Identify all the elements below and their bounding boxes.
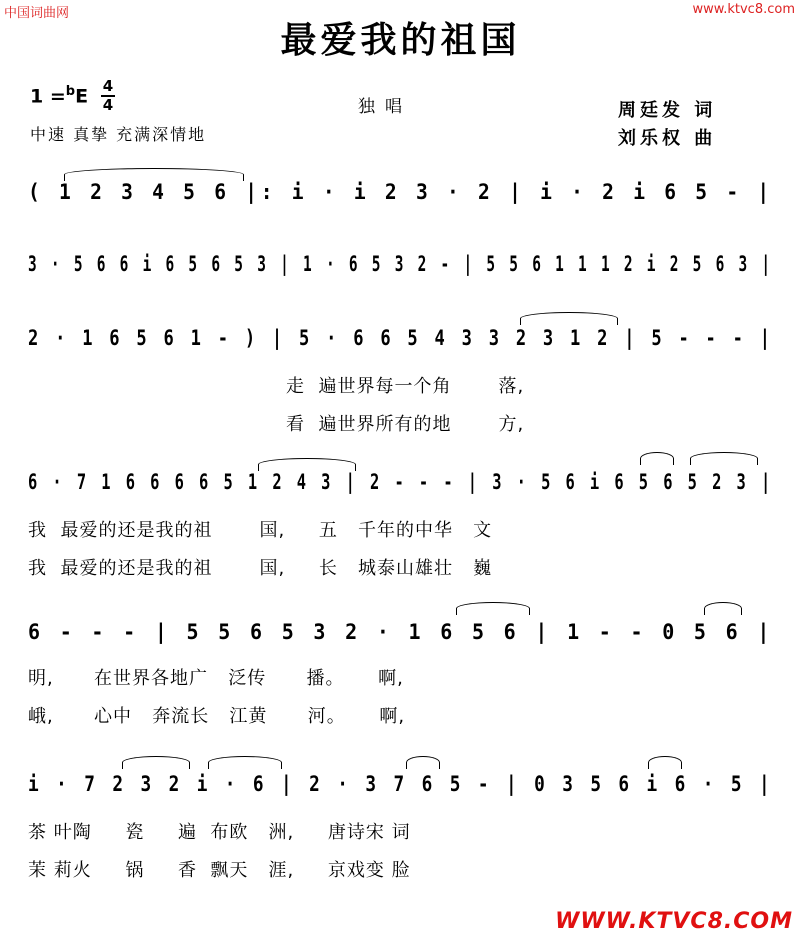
tempo-marking: 中速 真挚 充满深情地 (30, 125, 207, 144)
lyric-verse-2: 我 最爱的还是我的祖 国, 长 城泰山雄壮 巍 (28, 558, 493, 579)
slur (406, 756, 440, 769)
lyric-verse-2: 看 遍世界所有的地 方, (286, 414, 525, 435)
score-row-1 (28, 180, 773, 220)
score-row-6 (28, 772, 773, 812)
composer-credit: 刘乐权 曲 (618, 128, 717, 149)
watermark-top-right: www.ktvc8.com (692, 2, 795, 17)
lyric-verse-2: 峨, 心中 奔流长 江黄 河。 啊, (28, 706, 406, 727)
meter-top: 4 (102, 77, 114, 95)
flat-sign: b (65, 84, 76, 99)
lyric-verse-1: 明, 在世界各地广 泛传 播。 啊, (28, 668, 404, 689)
slur (64, 168, 244, 181)
notation-line: 6 · 7 1 6 6 6 6 5 1 2 4 3 | 2 - - - | 3 · 5 6 i 6 5 6 5 2 3 | (28, 470, 774, 494)
notation-line: 2 · 1 6 5 6 1 - ) | 5 · 6 6 5 4 3 3 2 3 1 2 | 5 - - - | (28, 326, 774, 350)
score-row-3 (28, 326, 773, 366)
key-note: E (75, 85, 89, 108)
watermark-bottom-right: WWW.KTVC8.COM (555, 909, 793, 934)
slur (704, 602, 742, 615)
notation-line: i · 7 2 3 2 i · 6 | 2 · 3 7 6 5 - | 0 3 5 6 i 6 · 5 | (28, 772, 774, 796)
watermark-top-left: 中国词曲网 (4, 6, 70, 21)
performance-type: 独唱 (358, 97, 412, 117)
meter-bottom: 4 (102, 96, 114, 114)
key-signature (30, 84, 88, 107)
lyric-verse-1: 茶 叶陶 瓷 遍 布欧 洲, 唐诗宋 词 (28, 822, 411, 843)
lyric-verse-2: 茉 莉火 锅 香 飘天 涯, 京戏变 脸 (28, 860, 411, 881)
lyricist-credit: 周廷发 词 (618, 100, 717, 121)
notation-line: ( 1 2 3 4 5 6 |: i · i 2 3 · 2 | i · 2 i 6 5 - | (28, 180, 773, 204)
score-row-2 (28, 252, 773, 292)
score-row-5 (28, 620, 773, 660)
lyric-verse-1: 走 遍世界每一个角 落, (286, 376, 525, 397)
notation-line: 3 · 5 6 6 i 6 5 6 5 3 | 1 · 6 5 3 2 - | 5 5 6 1 1 1 2 i 2 5 6 3 | (28, 252, 773, 276)
slur (640, 452, 674, 465)
slur (258, 458, 356, 471)
slur (122, 756, 190, 769)
slur (208, 756, 282, 769)
lyric-verse-1: 我 最爱的还是我的祖 国, 五 千年的中华 文 (28, 520, 493, 541)
key-prefix: 1 = (30, 85, 66, 108)
score-row-4 (28, 470, 773, 510)
time-signature (100, 78, 116, 114)
song-title: 最爱我的祖国 (280, 20, 521, 61)
slur (520, 312, 618, 325)
slur (648, 756, 682, 769)
slur (690, 452, 758, 465)
notation-line: 6 - - - | 5 5 6 5 3 2 · 1 6 5 6 | 1 - - 0 5 6 | (28, 620, 774, 644)
slur (456, 602, 530, 615)
